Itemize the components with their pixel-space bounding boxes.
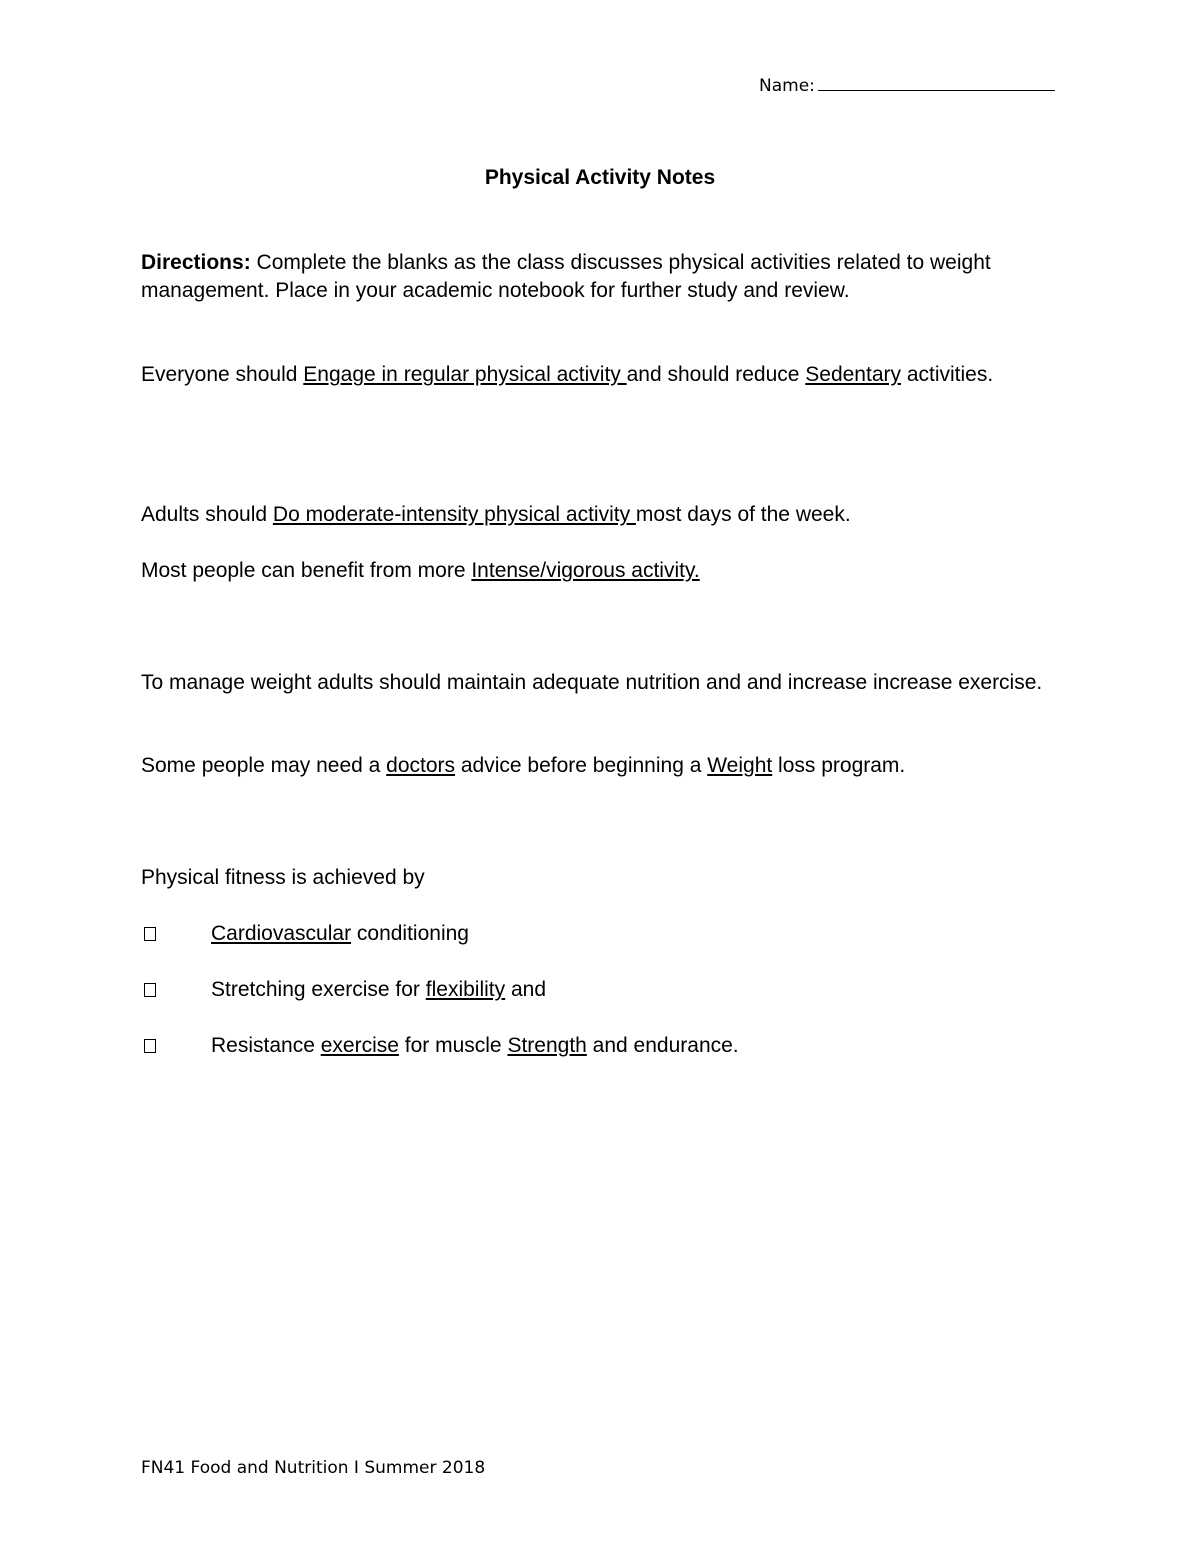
text: Everyone should <box>141 363 304 386</box>
directions-paragraph <box>141 249 1071 305</box>
text: Stretching exercise for <box>211 978 426 1001</box>
text: most days of the week. <box>635 503 851 526</box>
paragraph-adults <box>141 501 1071 529</box>
paragraph-manage-weight: To manage weight adults should maintain adequate nutrition and and increase increase exercise. <box>141 671 1043 694</box>
blank-answer: Weight <box>707 754 773 777</box>
text: conditioning <box>351 922 469 945</box>
text: loss program. <box>772 754 906 777</box>
text: Resistance <box>211 1034 321 1057</box>
blank-answer: Sedentary <box>805 363 901 386</box>
paragraph-everyone <box>141 361 1071 389</box>
blank-answer: Intense/vigorous activity. <box>471 559 700 582</box>
text: and <box>505 978 546 1001</box>
name-blank-line[interactable] <box>818 74 1055 91</box>
bullet-stretching <box>211 976 546 1004</box>
text: advice before beginning a <box>455 754 708 777</box>
directions-text: Complete the blanks as the class discusses physical activities related to weight management. Place in your academic notebook for further study and review. <box>141 251 991 302</box>
blank-answer: doctors <box>386 754 456 777</box>
text: activities. <box>901 363 994 386</box>
blank-answer: Cardiovascular <box>211 922 352 945</box>
checkbox-icon <box>144 983 156 997</box>
checkbox-icon <box>144 927 156 941</box>
blank-answer: flexibility <box>425 978 506 1001</box>
blank-answer: Strength <box>507 1034 587 1057</box>
name-label: Name: <box>759 76 815 96</box>
blank-answer: exercise <box>320 1034 399 1057</box>
page-footer: FN41 Food and Nutrition I Summer 2018 <box>141 1458 486 1478</box>
checkbox-icon <box>144 1039 156 1053</box>
paragraph-most-people <box>141 557 1071 585</box>
bullet-resistance <box>211 1032 739 1060</box>
text: Some people may need a <box>141 754 387 777</box>
blank-answer: Engage in regular physical activity <box>303 363 627 386</box>
directions-label: Directions: <box>141 251 251 274</box>
blank-answer: Do moderate-intensity physical activity <box>272 503 636 526</box>
page-title: Physical Activity Notes <box>484 166 716 189</box>
paragraph-doctors <box>141 752 1071 780</box>
bullet-cardiovascular <box>211 920 469 948</box>
text: and should reduce <box>626 363 806 386</box>
text: Most people can benefit from more <box>141 559 472 582</box>
paragraph-fitness: Physical fitness is achieved by <box>141 866 425 889</box>
text: for muscle <box>398 1034 508 1057</box>
text: Adults should <box>141 503 273 526</box>
text: and endurance. <box>586 1034 739 1057</box>
name-field <box>759 74 1055 96</box>
